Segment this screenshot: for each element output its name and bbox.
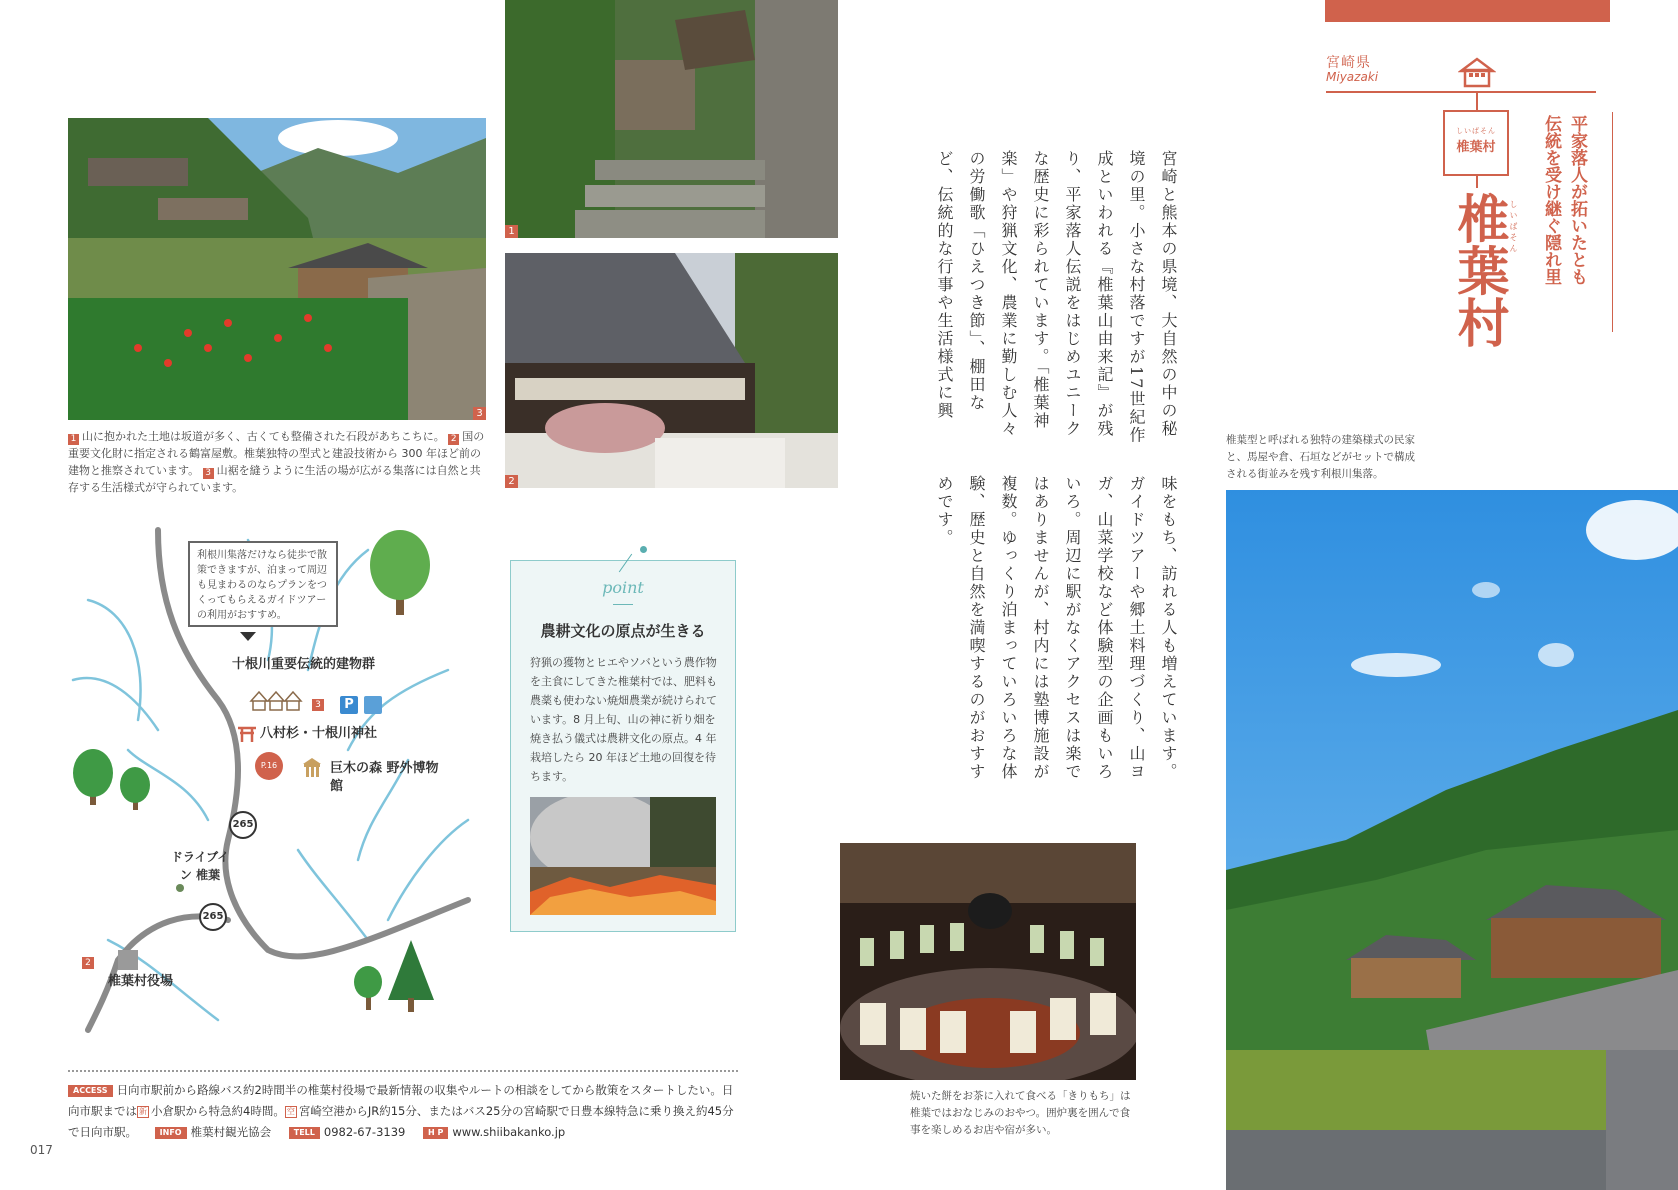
map-note-pointer bbox=[240, 632, 256, 641]
caption-number-2: 2 bbox=[448, 434, 459, 445]
map-label-shrine: 八村杉・十根川神社 bbox=[260, 726, 378, 741]
point-text: 狩猟の獲物とヒエやソバという農作物を主食にしてきた椎葉村では、肥料も農薬も使わない焼畑農業が続けられています。8 月上旬、山の神に祈り畑を焼き払う儀式は農耕文化の原点。4 年栽培したら 20 年ほど土地の回復を待ちます。 bbox=[530, 656, 717, 783]
caption-text-3: 山裾を縫うように生活の場が広がる集落には自然と共存する生活様式が守られています。 bbox=[68, 464, 481, 494]
header-connector-2 bbox=[1476, 176, 1478, 188]
village-badge-label: 椎葉村 bbox=[1456, 140, 1496, 155]
point-label: point bbox=[602, 578, 644, 597]
body-paragraph-2: 味をもち、訪れる人も増えています。 ガイドツアーや郷土料理づくり、山ヨガ、山菜学校など体験型の企画もいろいろ。周辺に駅がなくアクセスは楽ではありませんが、村内には塾博施設が複数。ゆっくり泊まっていろいろな体験、歴史と自然を満喫するのがおすすめです。 bbox=[935, 475, 1178, 791]
hp-link[interactable]: www.shiibakanko.jp bbox=[452, 1125, 566, 1139]
map-page-ref: P.16 bbox=[255, 752, 283, 780]
access-block bbox=[68, 1080, 740, 1143]
tell-text: 0982-67-3139 bbox=[323, 1125, 406, 1139]
prefecture-romaji: Miyazaki bbox=[1326, 70, 1379, 84]
route-265-b: 265 bbox=[202, 911, 224, 922]
catch-line-2: 伝統を受け継ぐ隠れ里 bbox=[1541, 115, 1561, 285]
map-marker-3: 3 bbox=[312, 699, 324, 711]
map-label-office: 椎葉村役場 bbox=[108, 974, 174, 989]
access-tag: ACCESS bbox=[68, 1085, 113, 1097]
access-text-2: 小倉駅から特急約4時間。 bbox=[151, 1104, 285, 1118]
village-badge bbox=[1443, 110, 1509, 176]
map-label-museum: 巨木の森 野外博物館 bbox=[330, 761, 439, 794]
photo-stone-steps bbox=[505, 0, 838, 238]
tell-tag: TELL bbox=[289, 1127, 320, 1139]
caption-number-3: 3 bbox=[203, 468, 214, 479]
hp-tag: H P bbox=[423, 1127, 448, 1139]
photo-caption bbox=[68, 428, 488, 496]
access-divider bbox=[68, 1070, 738, 1072]
parking-icon: P bbox=[344, 697, 354, 712]
photo-number-3: 3 bbox=[473, 407, 486, 420]
page-title: 椎葉村 bbox=[1448, 192, 1509, 348]
caption-text-1: 山に抱かれた土地は坂道が多く、古くても整備された石段があちこちに。 bbox=[82, 430, 445, 443]
shinkansen-mark: 新 bbox=[139, 1107, 147, 1116]
map-note-text: 利根川集落だけなら徒歩で散策できますが、泊まって周辺も見まわるのならプランをつくってもらえるガイドツアーの利用がおすすめ。 bbox=[197, 550, 327, 621]
map-label-drivein: ドライブイン 椎葉 bbox=[170, 850, 230, 882]
airport-mark: 空 bbox=[286, 1107, 295, 1116]
photo-tonegawa-village bbox=[1226, 490, 1678, 1190]
info-text: 椎葉村観光協会 bbox=[190, 1125, 272, 1139]
house-icon bbox=[1458, 54, 1496, 92]
catch-line-rule bbox=[1612, 112, 1613, 332]
info-tag: INFO bbox=[155, 1127, 187, 1139]
header-connector bbox=[1476, 92, 1478, 110]
catch-line-1: 平家落人が拓いたとも bbox=[1567, 115, 1587, 285]
photo-number-1: 1 bbox=[505, 225, 518, 238]
header-accent-bar bbox=[1325, 0, 1610, 22]
page-number: 017 bbox=[30, 1143, 53, 1157]
photo-field-burning bbox=[530, 797, 716, 915]
pin-icon bbox=[640, 546, 647, 553]
photo-village-landscape bbox=[68, 118, 486, 420]
route-265-a: 265 bbox=[232, 819, 254, 830]
access-text-3: 宮崎空港からJR約15分、またはバス25分の宮崎駅で日豊本線特急に乗り換え約45分で日向市駅。 bbox=[68, 1104, 734, 1139]
map-note-box bbox=[188, 541, 338, 627]
prefecture-label: 宮崎県 bbox=[1326, 55, 1371, 71]
village-badge-ruby: しいばそん bbox=[1456, 127, 1496, 135]
caption-text-2: 国の重要文化財に指定される鶴富屋敷。椎葉独特の型式と建設技術から 300 年ほど前の建物と推察されています。 bbox=[68, 430, 485, 477]
page-title-ruby: しいばそん bbox=[1509, 200, 1518, 255]
access-text: 日向市駅前から路線バス約2時間半の椎葉村役場で最新情報の収集やルートの相談をしてから散策をスタートしたい。日向市駅までは bbox=[68, 1083, 734, 1118]
body-paragraph-1: 宮崎と熊本の県境、大自然の中の秘境の里。小さな村落ですが17世紀作成といわれる『椎葉山由来記』が残り、平家落人伝説をはじめユニークな歴史に彩られています。「椎葉神楽」や狩猟文化、農業に勤しむ人々の労働歌「ひえつき節」、棚田など、伝統的な行事や生活様式に興 bbox=[935, 150, 1178, 445]
photo-number-2: 2 bbox=[505, 475, 518, 488]
photo-tsurutomi-house bbox=[505, 253, 838, 488]
village-photo-caption: 椎葉型と呼ばれる独特の建築様式の民家と、馬屋や倉、石垣などがセットで構成される街並みを残す利根川集落。 bbox=[1226, 434, 1415, 480]
point-label-rule bbox=[613, 604, 633, 605]
map-marker-2: 2 bbox=[82, 957, 94, 969]
point-title: 農耕文化の原点が生きる bbox=[540, 622, 706, 640]
photo-kirimochi bbox=[840, 843, 1136, 1080]
map-label-district: 十根川重要伝統的建物群 bbox=[232, 657, 376, 672]
kirimochi-caption: 焼いた餅をお茶に入れて食べる「きりもち」は椎葉ではおなじみのおやつ。囲炉裏を囲んで食事を楽しめるお店や宿が多い。 bbox=[910, 1090, 1131, 1136]
caption-number-1: 1 bbox=[68, 434, 79, 445]
